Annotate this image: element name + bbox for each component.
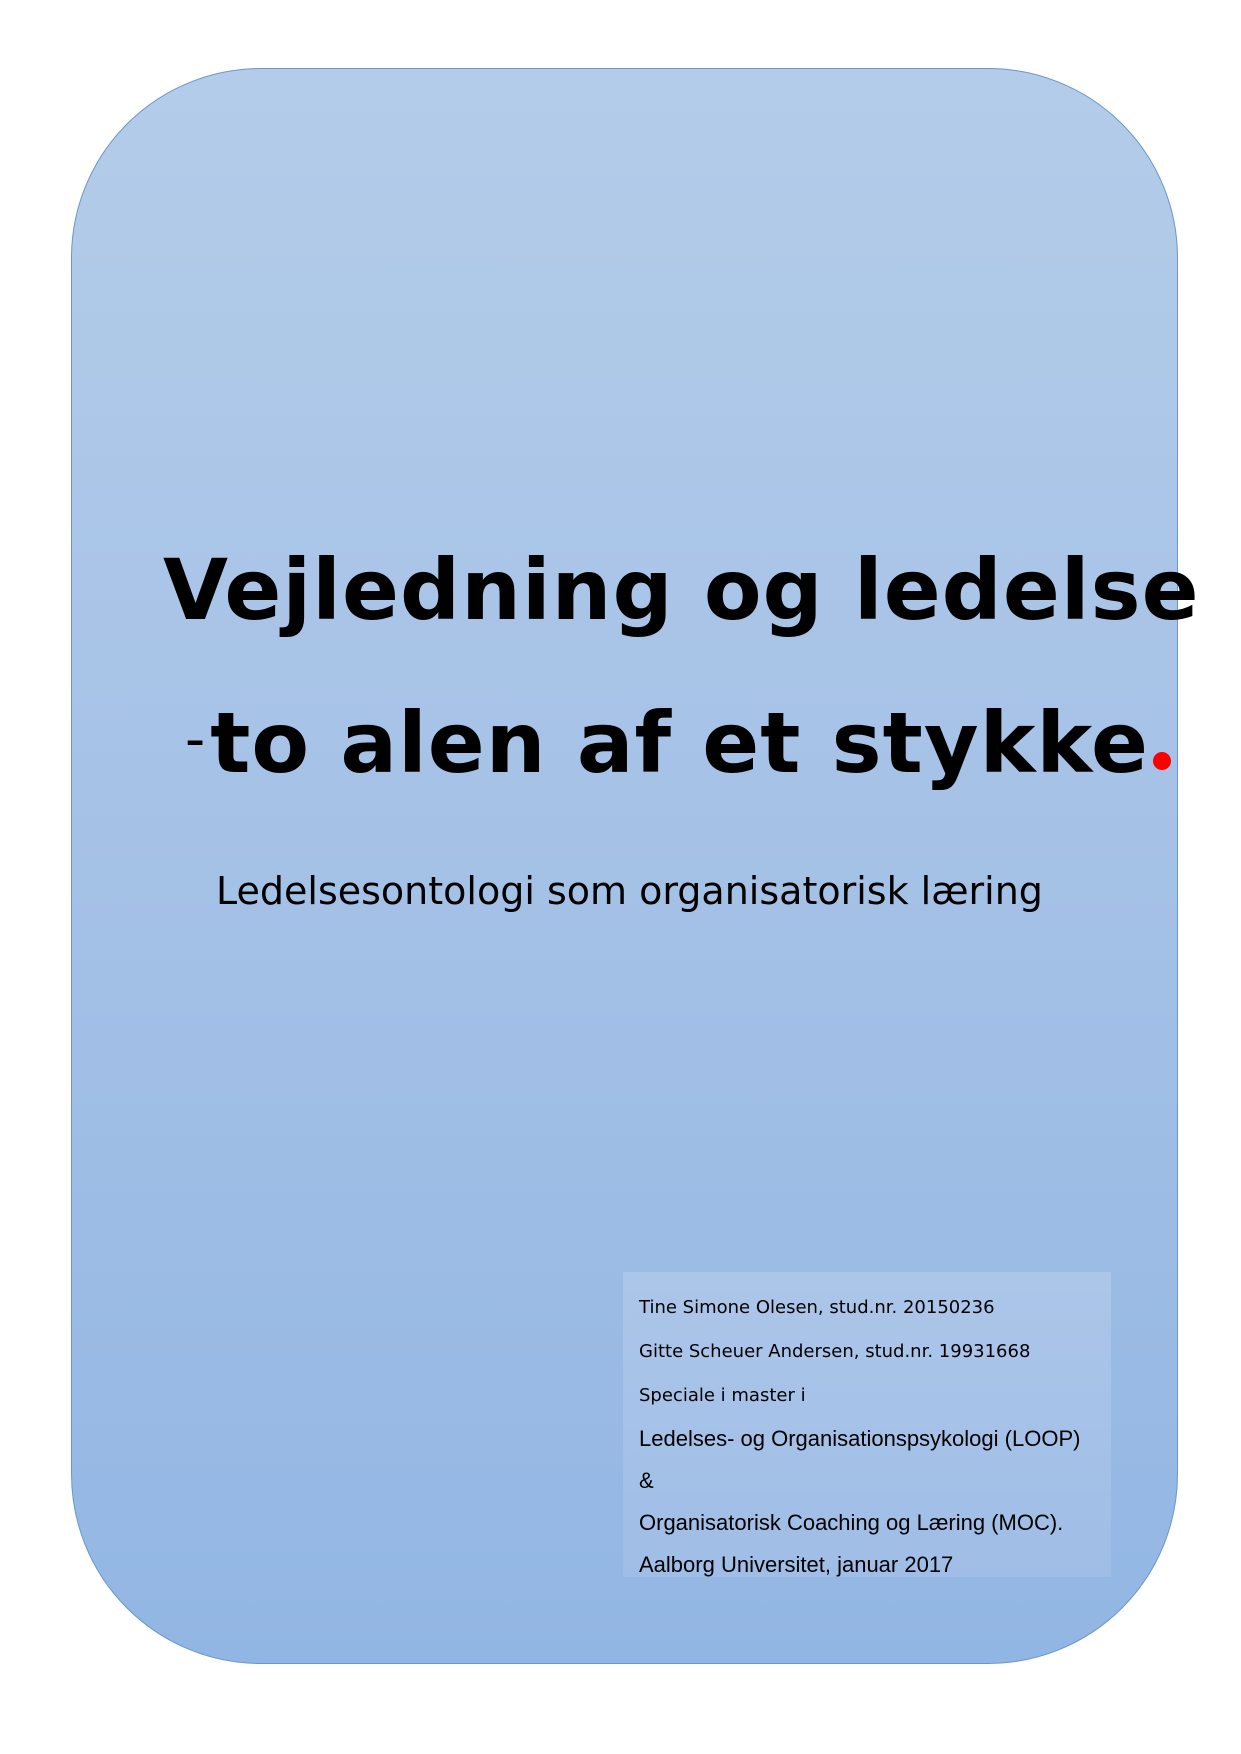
cover-title-line-1: Vejledning og ledelse — [163, 541, 1200, 639]
university-date-line: Aalborg Universitet, januar 2017 — [639, 1552, 954, 1577]
author-info-box — [623, 1272, 1111, 1577]
author-1-line: Tine Simone Olesen, stud.nr. 20150236 — [639, 1297, 995, 1318]
red-dot-icon — [1153, 752, 1171, 770]
thesis-type-line: Speciale i master i — [639, 1385, 806, 1406]
author-2-line: Gitte Scheuer Andersen, stud.nr. 19931668 — [639, 1341, 1031, 1362]
ampersand-line: & — [639, 1468, 654, 1493]
cover-title-line-2 — [185, 690, 1171, 793]
title-line-2-text: to alen af et stykke — [210, 694, 1150, 792]
program-1-line: Ledelses- og Organisationspsykologi (LOOP) — [639, 1426, 1081, 1451]
program-2-line: Organisatorisk Coaching og Læring (MOC). — [639, 1510, 1064, 1535]
title-dash: - — [185, 707, 207, 772]
cover-subtitle: Ledelsesontologi som organisatorisk læring — [216, 869, 1043, 913]
